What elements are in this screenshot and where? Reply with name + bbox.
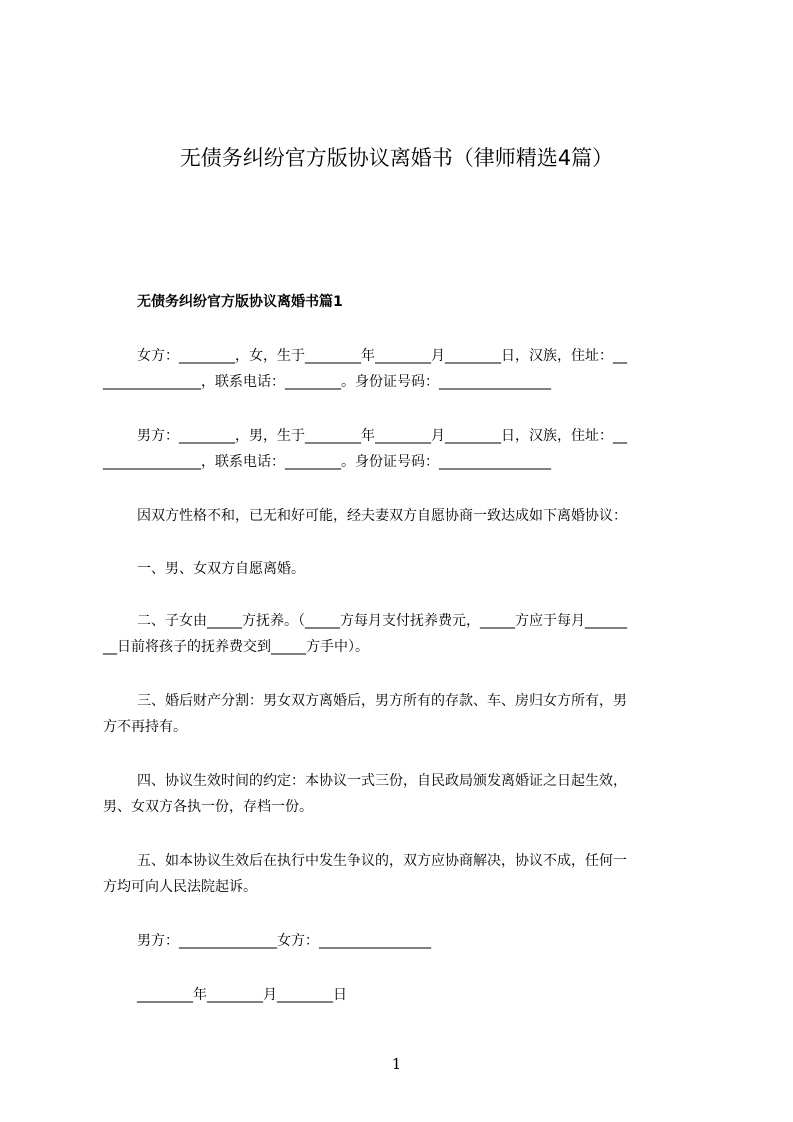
- clause-4-line1: 四、协议生效时间的约定：本协议一式三份，自民政局颁发离婚证之日起生效，: [137, 773, 627, 789]
- clause-3-line1: 三、婚后财产分割：男女双方离婚后，男方所有的存款、车、房归女方所有，男: [137, 693, 627, 709]
- male-info-line1: 男方：________，男，生于________年________月________日，汉族，住址：__: [137, 428, 627, 444]
- clause-2-line1: 二、子女由_____方抚养。（_____方每月支付抚养费元，_____方应于每月______: [137, 613, 627, 629]
- section-heading: 无债务纠纷官方版协议离婚书篇1: [137, 294, 343, 310]
- female-info-line2: ______________，联系电话：________。身份证号码：________________: [103, 374, 551, 390]
- clause-5: [103, 848, 703, 900]
- clause-5-line2: 方均可向人民法院起诉。: [103, 879, 257, 895]
- clause-2-line2: __日前将孩子的抚养费交到_____方手中）。: [103, 639, 369, 655]
- signature-line: 男方：______________女方：________________: [137, 933, 431, 949]
- clause-3: [103, 688, 703, 740]
- female-info-paragraph: [103, 343, 703, 395]
- clause-4-line2: 男、女双方各执一份，存档一份。: [103, 799, 313, 815]
- clause-1: 一、男、女双方自愿离婚。: [137, 561, 305, 577]
- document-title: 无债务纠纷官方版协议离婚书（律师精选4篇）: [179, 146, 614, 170]
- intro-paragraph: 因双方性格不和，已无和好可能，经夫妻双方自愿协商一致达成如下离婚协议：: [137, 508, 627, 524]
- male-info-line2: ______________，联系电话：________。身份证号码：________________: [103, 454, 551, 470]
- clause-3-line2: 方不再持有。: [103, 719, 187, 735]
- female-info-line1: 女方：________，女，生于________年________月________日，汉族，住址：__: [137, 348, 627, 364]
- clause-5-line1: 五、如本协议生效后在执行中发生争议的，双方应协商解决，协议不成，任何一: [137, 853, 627, 869]
- date-line: ________年________月________日: [137, 987, 347, 1003]
- clause-4: [103, 768, 703, 820]
- clause-2: [103, 608, 703, 660]
- male-info-paragraph: [103, 423, 703, 475]
- page-number: 1: [391, 1055, 402, 1073]
